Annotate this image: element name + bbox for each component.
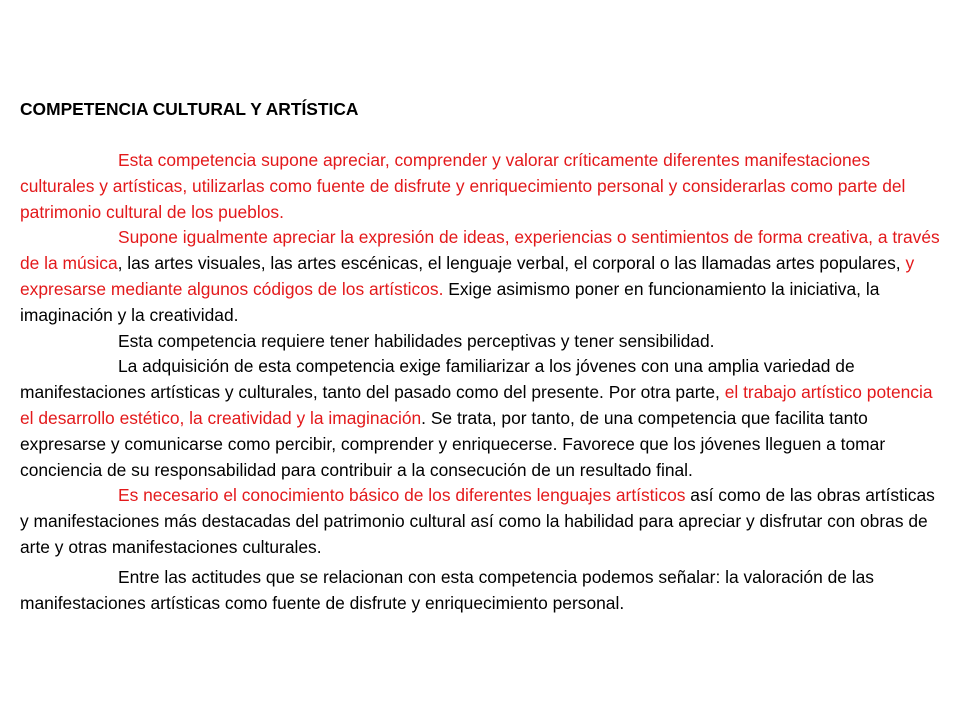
paragraph-attitudes [20,565,942,617]
text-segment: Supone igualmente apreciar la expresión de ideas, experiencias o sentimientos de forma creativa, a través de la música [20,227,940,274]
text-segment: Es necesario el conocimiento básico de los diferentes lenguajes artísticos [118,485,686,506]
text-segment: el trabajo artístico potencia el desarrollo estético, la creatividad y la imaginación [20,382,933,428]
paragraph-knowledge [20,483,942,560]
document-body [20,97,942,616]
paragraph-skills [20,329,942,355]
paragraph-definition [20,148,942,225]
text-segment: . Se trata, por tanto, de una competencia que facilita tanto expresarse y comunicarse como percibir, comprender y enriquecerse. Favorece que los jóvenes lleguen a tomar conciencia de su responsabilidad para contribuir a la consecución de un resultado final. [20,407,886,480]
text-segment: Esta competencia supone apreciar, comprender y valorar críticamente diferentes manifestaciones culturales y artísticas, utilizarlas como fuente de disfrute y enriquecimiento personal y considerarlas como parte del patrimonio cultural de los pueblos. [20,150,906,222]
text-segment: La adquisición de esta competencia exige familiarizar a los jóvenes con una amplia variedad de manifestaciones artísticas y culturales, tanto del pasado como del presente. Por otra parte, [20,356,855,403]
page-title: COMPETENCIA CULTURAL Y ARTÍSTICA [20,99,359,119]
text-segment: Esta competencia requiere tener habilidades perceptivas y tener sensibilidad. [118,330,715,351]
paragraph-acquisition [20,354,942,483]
text-segment: Entre las actitudes que se relacionan con esta competencia podemos señalar: la valoración de las manifestaciones artísticas como fuente de disfrute y enriquecimiento personal. [20,566,874,613]
paragraph-expression [20,225,942,328]
text-segment: , las artes visuales, las artes escénicas, el lenguaje verbal, el corporal o las llamadas artes populares, [117,253,906,274]
text-segment: y expresarse mediante algunos códigos de los artísticos. [20,253,915,299]
text-segment: Exige asimismo poner en funcionamiento la iniciativa, la imaginación y la creatividad. [20,278,880,325]
text-segment: así como de las obras artísticas y manifestaciones más destacadas del patrimonio cultural así como la habilidad para apreciar y disfrutar con obras de arte y otras manifestaciones culturales. [20,485,935,557]
